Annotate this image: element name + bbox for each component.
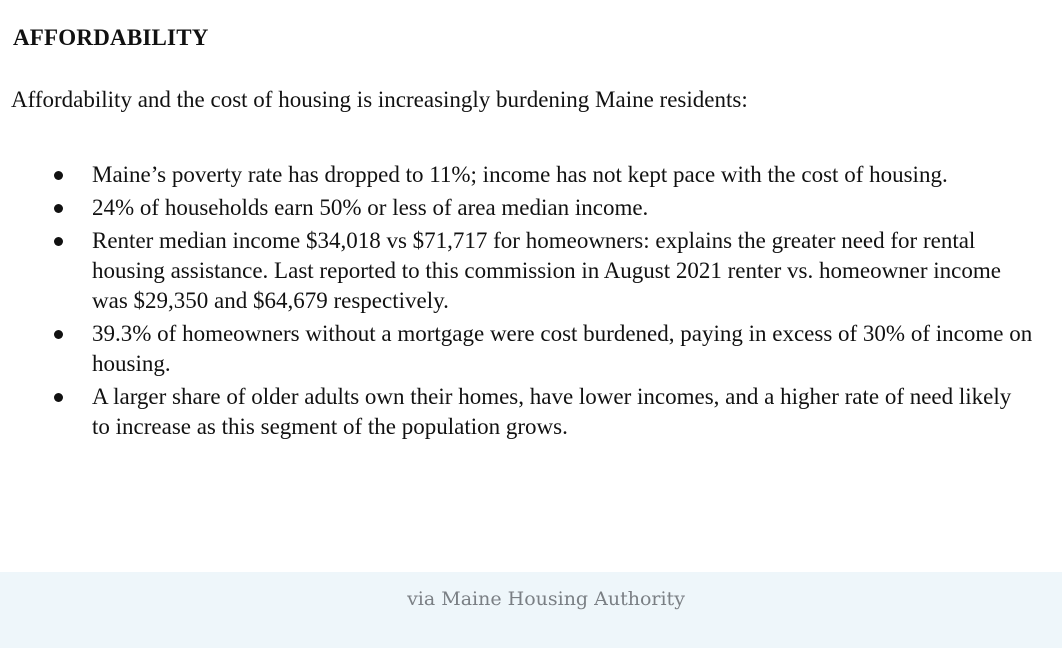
bullet-icon xyxy=(54,393,63,402)
list-item xyxy=(0,193,1062,223)
list-item-text: Renter median income $34,018 vs $71,717 for homeowners: explains the greater need for rental housing assistance. Last reported to this commission in August 2021 renter vs. homeowner income was $29,350 and $64,679 respectively. xyxy=(92,228,1001,313)
list-item-text: Maine’s poverty rate has dropped to 11%; income has not kept pace with the cost of housing. xyxy=(92,162,948,187)
section-heading: AFFORDABILITY xyxy=(13,25,209,50)
list-item xyxy=(0,319,1062,379)
list-item xyxy=(0,382,1062,442)
list-item xyxy=(0,226,1062,316)
list-item-text: 24% of households earn 50% or less of area median income. xyxy=(92,195,649,220)
bullet-icon xyxy=(54,171,63,180)
bullet-icon xyxy=(54,237,63,246)
bullet-icon xyxy=(54,204,63,213)
list-item xyxy=(0,160,1062,190)
bullet-icon xyxy=(54,330,63,339)
list-item-text: 39.3% of homeowners without a mortgage were cost burdened, paying in excess of 30% of income on housing. xyxy=(92,321,1033,376)
image-caption: via Maine Housing Authority xyxy=(407,588,685,610)
bullet-list xyxy=(0,160,1062,445)
intro-paragraph: Affordability and the cost of housing is increasingly burdening Maine residents: xyxy=(11,87,748,112)
list-item-text: A larger share of older adults own their homes, have lower incomes, and a higher rate of need likely to increase as this segment of the population grows. xyxy=(92,384,1012,439)
